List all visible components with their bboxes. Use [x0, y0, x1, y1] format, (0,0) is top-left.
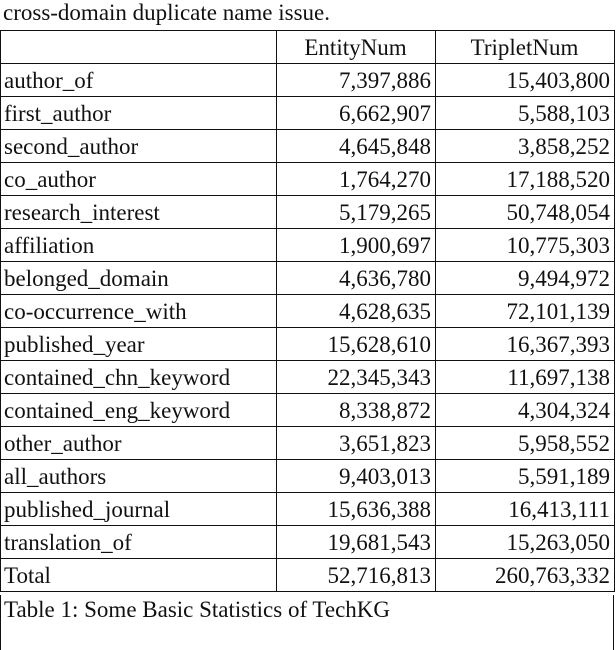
entity-count: 4,628,635: [277, 295, 436, 328]
entity-count: 4,645,848: [277, 130, 436, 163]
entity-count: 8,338,872: [277, 394, 436, 427]
triplet-count: 16,413,111: [436, 493, 615, 526]
entity-count: 22,345,343: [277, 361, 436, 394]
table-row: [1, 130, 615, 163]
table-row: [1, 427, 615, 460]
table-caption: Table 1: Some Basic Statistics of TechKG: [4, 597, 391, 622]
entity-count: 1,900,697: [277, 229, 436, 262]
table-row: [1, 328, 615, 361]
relation-name: belonged_domain: [1, 262, 277, 295]
triplet-count: 11,697,138: [436, 361, 615, 394]
table-row: [1, 361, 615, 394]
table-row: [1, 295, 615, 328]
relation-name: research_interest: [1, 196, 277, 229]
table-row: [1, 526, 615, 559]
relation-name: contained_chn_keyword: [1, 361, 277, 394]
triplet-count: 9,494,972: [436, 262, 615, 295]
entity-count: 19,681,543: [277, 526, 436, 559]
preceding-text: cross-domain duplicate name issue.: [3, 0, 331, 25]
table-row: [1, 97, 615, 130]
entity-count: 7,397,886: [277, 64, 436, 97]
triplet-count: 3,858,252: [436, 130, 615, 163]
table-header-row: [1, 31, 615, 64]
triplet-count: 15,403,800: [436, 64, 615, 97]
relation-name: affiliation: [1, 229, 277, 262]
relation-name: co_author: [1, 163, 277, 196]
entity-count: 15,636,388: [277, 493, 436, 526]
entity-count: 3,651,823: [277, 427, 436, 460]
relation-name: published_year: [1, 328, 277, 361]
relation-name: co-occurrence_with: [1, 295, 277, 328]
relation-name: other_author: [1, 427, 277, 460]
table-total-row: [1, 559, 615, 592]
relation-name: first_author: [1, 97, 277, 130]
entity-count: 1,764,270: [277, 163, 436, 196]
table-row: [1, 493, 615, 526]
table-row: [1, 460, 615, 493]
entity-count: 5,179,265: [277, 196, 436, 229]
header-tripletnum: TripletNum: [436, 31, 615, 64]
relation-name: all_authors: [1, 460, 277, 493]
triplet-count: 5,591,189: [436, 460, 615, 493]
table-row: [1, 394, 615, 427]
entity-count: 9,403,013: [277, 460, 436, 493]
table-row: [1, 64, 615, 97]
entity-count: 4,636,780: [277, 262, 436, 295]
table-row: [1, 229, 615, 262]
triplet-count: 5,958,552: [436, 427, 615, 460]
triplet-count: 50,748,054: [436, 196, 615, 229]
relation-name: contained_eng_keyword: [1, 394, 277, 427]
entity-count: 6,662,907: [277, 97, 436, 130]
triplet-count: 5,588,103: [436, 97, 615, 130]
entity-count: 15,628,610: [277, 328, 436, 361]
techkg-statistics-table: [0, 30, 615, 592]
relation-name: translation_of: [1, 526, 277, 559]
triplet-count: 15,263,050: [436, 526, 615, 559]
relation-name: published_journal: [1, 493, 277, 526]
relation-name: second_author: [1, 130, 277, 163]
caption-box: [0, 595, 614, 650]
total-label: Total: [1, 559, 277, 592]
total-entity-count: 52,716,813: [277, 559, 436, 592]
triplet-count: 10,775,303: [436, 229, 615, 262]
table-row: [1, 196, 615, 229]
table-row: [1, 163, 615, 196]
header-entitynum: EntityNum: [277, 31, 436, 64]
relation-name: author_of: [1, 64, 277, 97]
triplet-count: 16,367,393: [436, 328, 615, 361]
triplet-count: 72,101,139: [436, 295, 615, 328]
triplet-count: 4,304,324: [436, 394, 615, 427]
triplet-count: 17,188,520: [436, 163, 615, 196]
table-row: [1, 262, 615, 295]
header-relation: [1, 31, 277, 64]
total-triplet-count: 260,763,332: [436, 559, 615, 592]
